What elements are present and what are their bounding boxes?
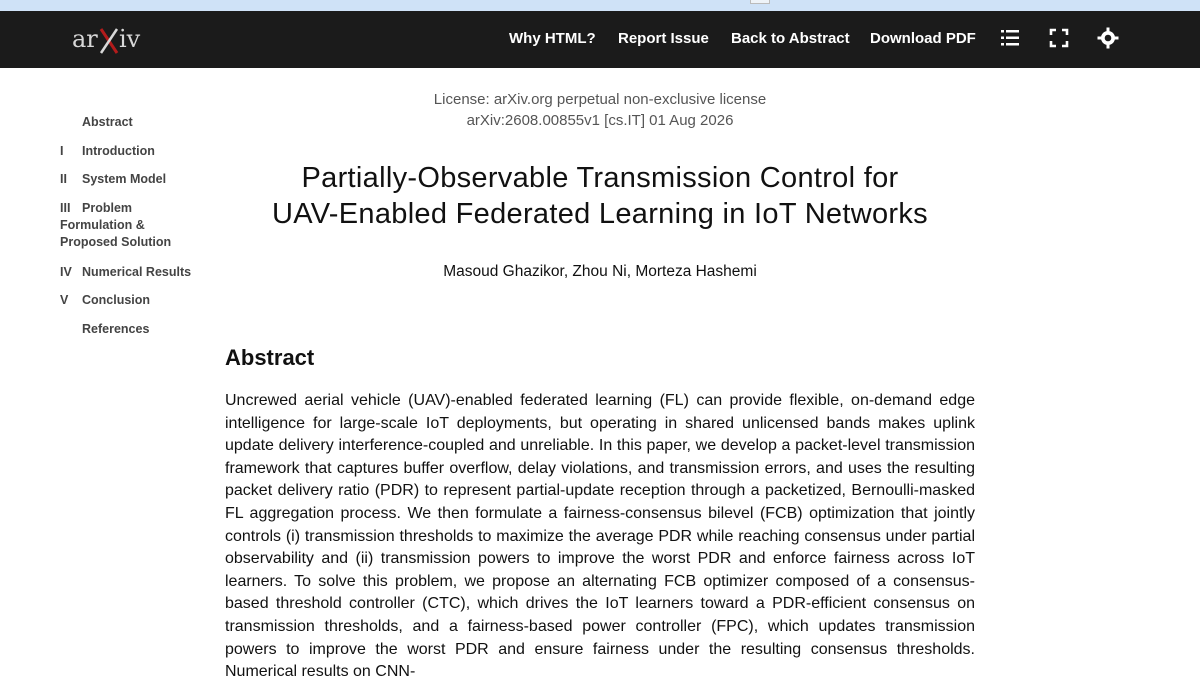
paper-title <box>260 160 940 232</box>
arxiv-logo[interactable] <box>72 21 144 55</box>
report-issue-link[interactable]: Report Issue <box>618 30 709 47</box>
toc-item-system-model[interactable] <box>60 171 200 188</box>
top-banner-strip <box>0 0 1200 11</box>
back-to-abstract-link[interactable]: Back to Abstract <box>731 30 850 47</box>
paper-title-line-2: UAV-Enabled Federated Learning in IoT Networks <box>272 198 928 230</box>
arxiv-identifier: arXiv:2608.00855v1 [cs.IT] 01 Aug 2026 <box>466 112 734 129</box>
top-navbar <box>0 11 1200 68</box>
toc-label: Introduction <box>82 144 155 158</box>
toc-item-references[interactable] <box>60 321 200 338</box>
toc-label: Numerical Results <box>82 265 192 279</box>
toc-number: III <box>60 201 71 215</box>
toc-number: I <box>60 144 64 158</box>
banner-close-box[interactable] <box>750 0 770 4</box>
list-icon[interactable] <box>998 26 1022 50</box>
toc-item-numerical-results[interactable] <box>60 264 200 281</box>
abstract-heading: Abstract <box>225 345 315 370</box>
toc-label: Problem Formulation & Proposed Solution <box>60 201 172 249</box>
svg-text:ar: ar <box>72 25 98 53</box>
toc-number: IV <box>60 265 72 279</box>
toc-item-abstract[interactable] <box>60 114 200 131</box>
toc-number: V <box>60 293 69 307</box>
fullscreen-icon[interactable] <box>1047 26 1071 50</box>
paper-authors: Masoud Ghazikor, Zhou Ni, Morteza Hashemi <box>443 263 757 280</box>
theme-toggle-icon[interactable] <box>1096 26 1120 50</box>
why-html-link[interactable]: Why HTML? <box>509 30 596 47</box>
abstract-text: Uncrewed aerial vehicle (UAV)-enabled federated learning (FL) can provide flexible, on-demand edge intelligence for large-scale IoT deployments, but operating in shared unlicensed bands makes uplink update delivery interference-coupled and unreliable. In this paper, we develop a packet-level transmission framework that captures buffer overflow, delay violations, and transmission errors, and uses the resulting packet delivery ratio (PDR) to represent partial-update reception through a packetized, Bernoulli-masked FL aggregation process. We then formulate a fairness-consensus bilevel (FCB) optimization that jointly controls (i) transmission thresholds to maximize the average PDR while reaching consensus under partial observability and (ii) transmission powers to improve the worst PDR and enforce fairness across IoT learners. To solve this problem, we propose an alternating FCB optimizer composed of a consensus-based threshold controller (CTC), which drives the IoT learners toward a PDR-efficient consensus on transmission thresholds, and a fairness-based power controller (FPC), which updates transmission powers to improve the worst PDR and ensure fairness under the resulting consensus thresholds. Numerical results on CNN- <box>225 392 975 681</box>
toc-label: References <box>82 322 150 336</box>
toc-label: Conclusion <box>82 293 151 307</box>
toc-item-problem-formulation[interactable] <box>60 200 200 251</box>
download-pdf-link[interactable]: Download PDF <box>870 30 976 47</box>
paper-title-line-1: Partially-Observable Transmission Control for <box>301 162 899 194</box>
license-line: License: arXiv.org perpetual non-exclusive license <box>433 91 767 108</box>
svg-text:iv: iv <box>119 25 141 53</box>
toc-item-conclusion[interactable] <box>60 292 200 309</box>
toc-label: System Model <box>82 172 167 186</box>
toc-item-introduction[interactable] <box>60 143 200 160</box>
toc-label: Abstract <box>82 115 133 129</box>
toc-number: II <box>60 172 67 186</box>
